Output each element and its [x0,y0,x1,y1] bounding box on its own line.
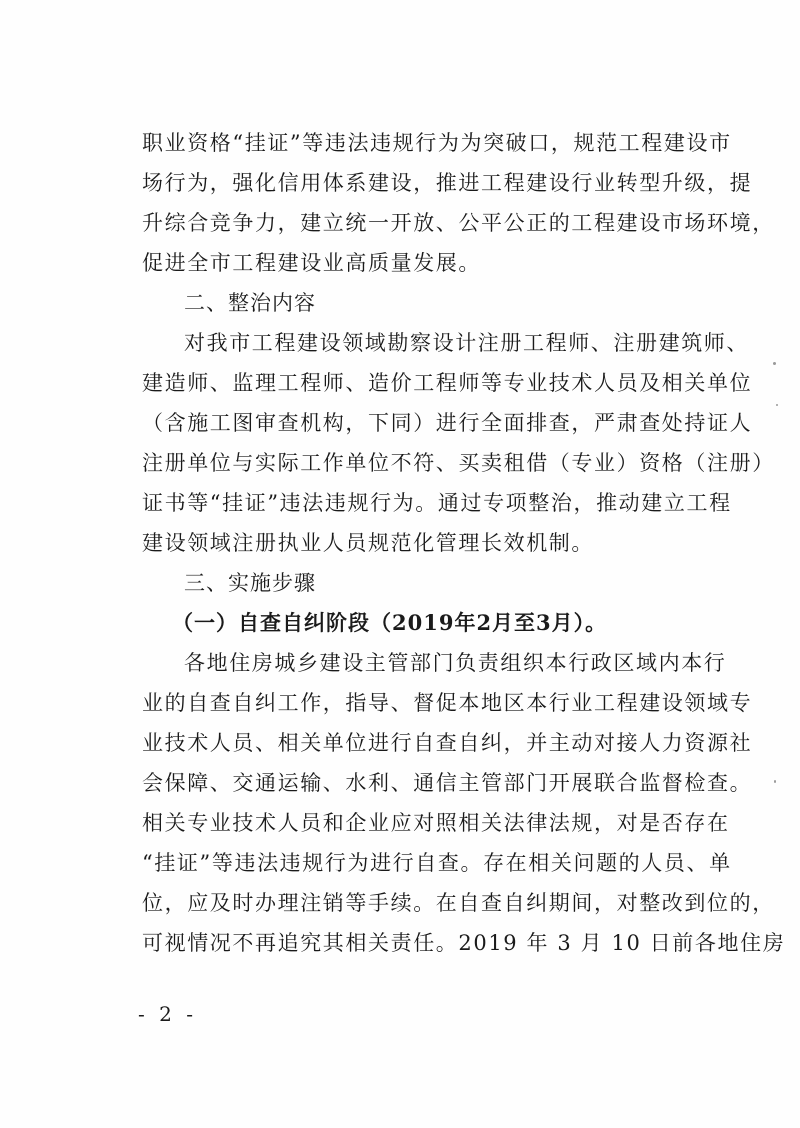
section3-line: 位，应及时办理注销等手续。在自查自纠期间，对整改到位的， [142,891,775,915]
scan-speck [773,362,776,365]
page-number: - 2 - [138,1002,197,1026]
scan-speck [774,780,776,783]
section2-line: （含施工图审查机构，下同）进行全面排查，严肃查处持证人 [142,411,753,435]
intro-line: 场行为，强化信用体系建设，推进工程建设行业转型升级，提 [142,171,753,195]
intro-line: 升综合竞争力，建立统一开放、公平公正的工程建设市场环境， [142,211,775,235]
scan-speck [776,404,778,406]
section-heading-3: 三、实施步骤 [184,571,316,595]
section-heading-2: 二、整治内容 [184,291,316,315]
subsection-heading: （一）自查自纠阶段（2019年2月至3月）。 [172,610,608,635]
section3-line: 相关专业技术人员和企业应对照相关法律法规，对是否存在 [142,811,730,835]
section2-line: 对我市工程建设领域勘察设计注册工程师、注册建筑师、 [184,331,749,355]
section3-line: “挂证”等违法违规行为进行自查。存在相关问题的人员、单 [142,851,732,875]
section3-line: 各地住房城乡建设主管部门负责组织本行政区域内本行 [184,651,727,675]
section2-line: 建设领域注册执业人员规范化管理长效机制。 [142,531,594,555]
section3-line: 业的自查自纠工作，指导、督促本地区本行业工程建设领域专 [142,691,753,715]
intro-line: 促进全市工程建设业高质量发展。 [142,251,481,275]
section3-line: 会保障、交通运输、水利、通信主管部门开展联合监督检查。 [142,771,753,795]
section2-line: 注册单位与实际工作单位不符、买卖租借（专业）资格（注册） [142,451,775,475]
section3-line: 可视情况不再追究其相关责任。2019 年 3 月 10 日前各地住房 [142,931,786,955]
section2-line: 建造师、监理工程师、造价工程师等专业技术人员及相关单位 [142,371,753,395]
intro-line: 职业资格“挂证”等违法违规行为为突破口，规范工程建设市 [142,131,732,155]
section2-line: 证书等“挂证”违法违规行为。通过专项整治，推动建立工程 [142,491,732,515]
section3-line: 业技术人员、相关单位进行自查自纠，并主动对接人力资源社 [142,731,753,755]
